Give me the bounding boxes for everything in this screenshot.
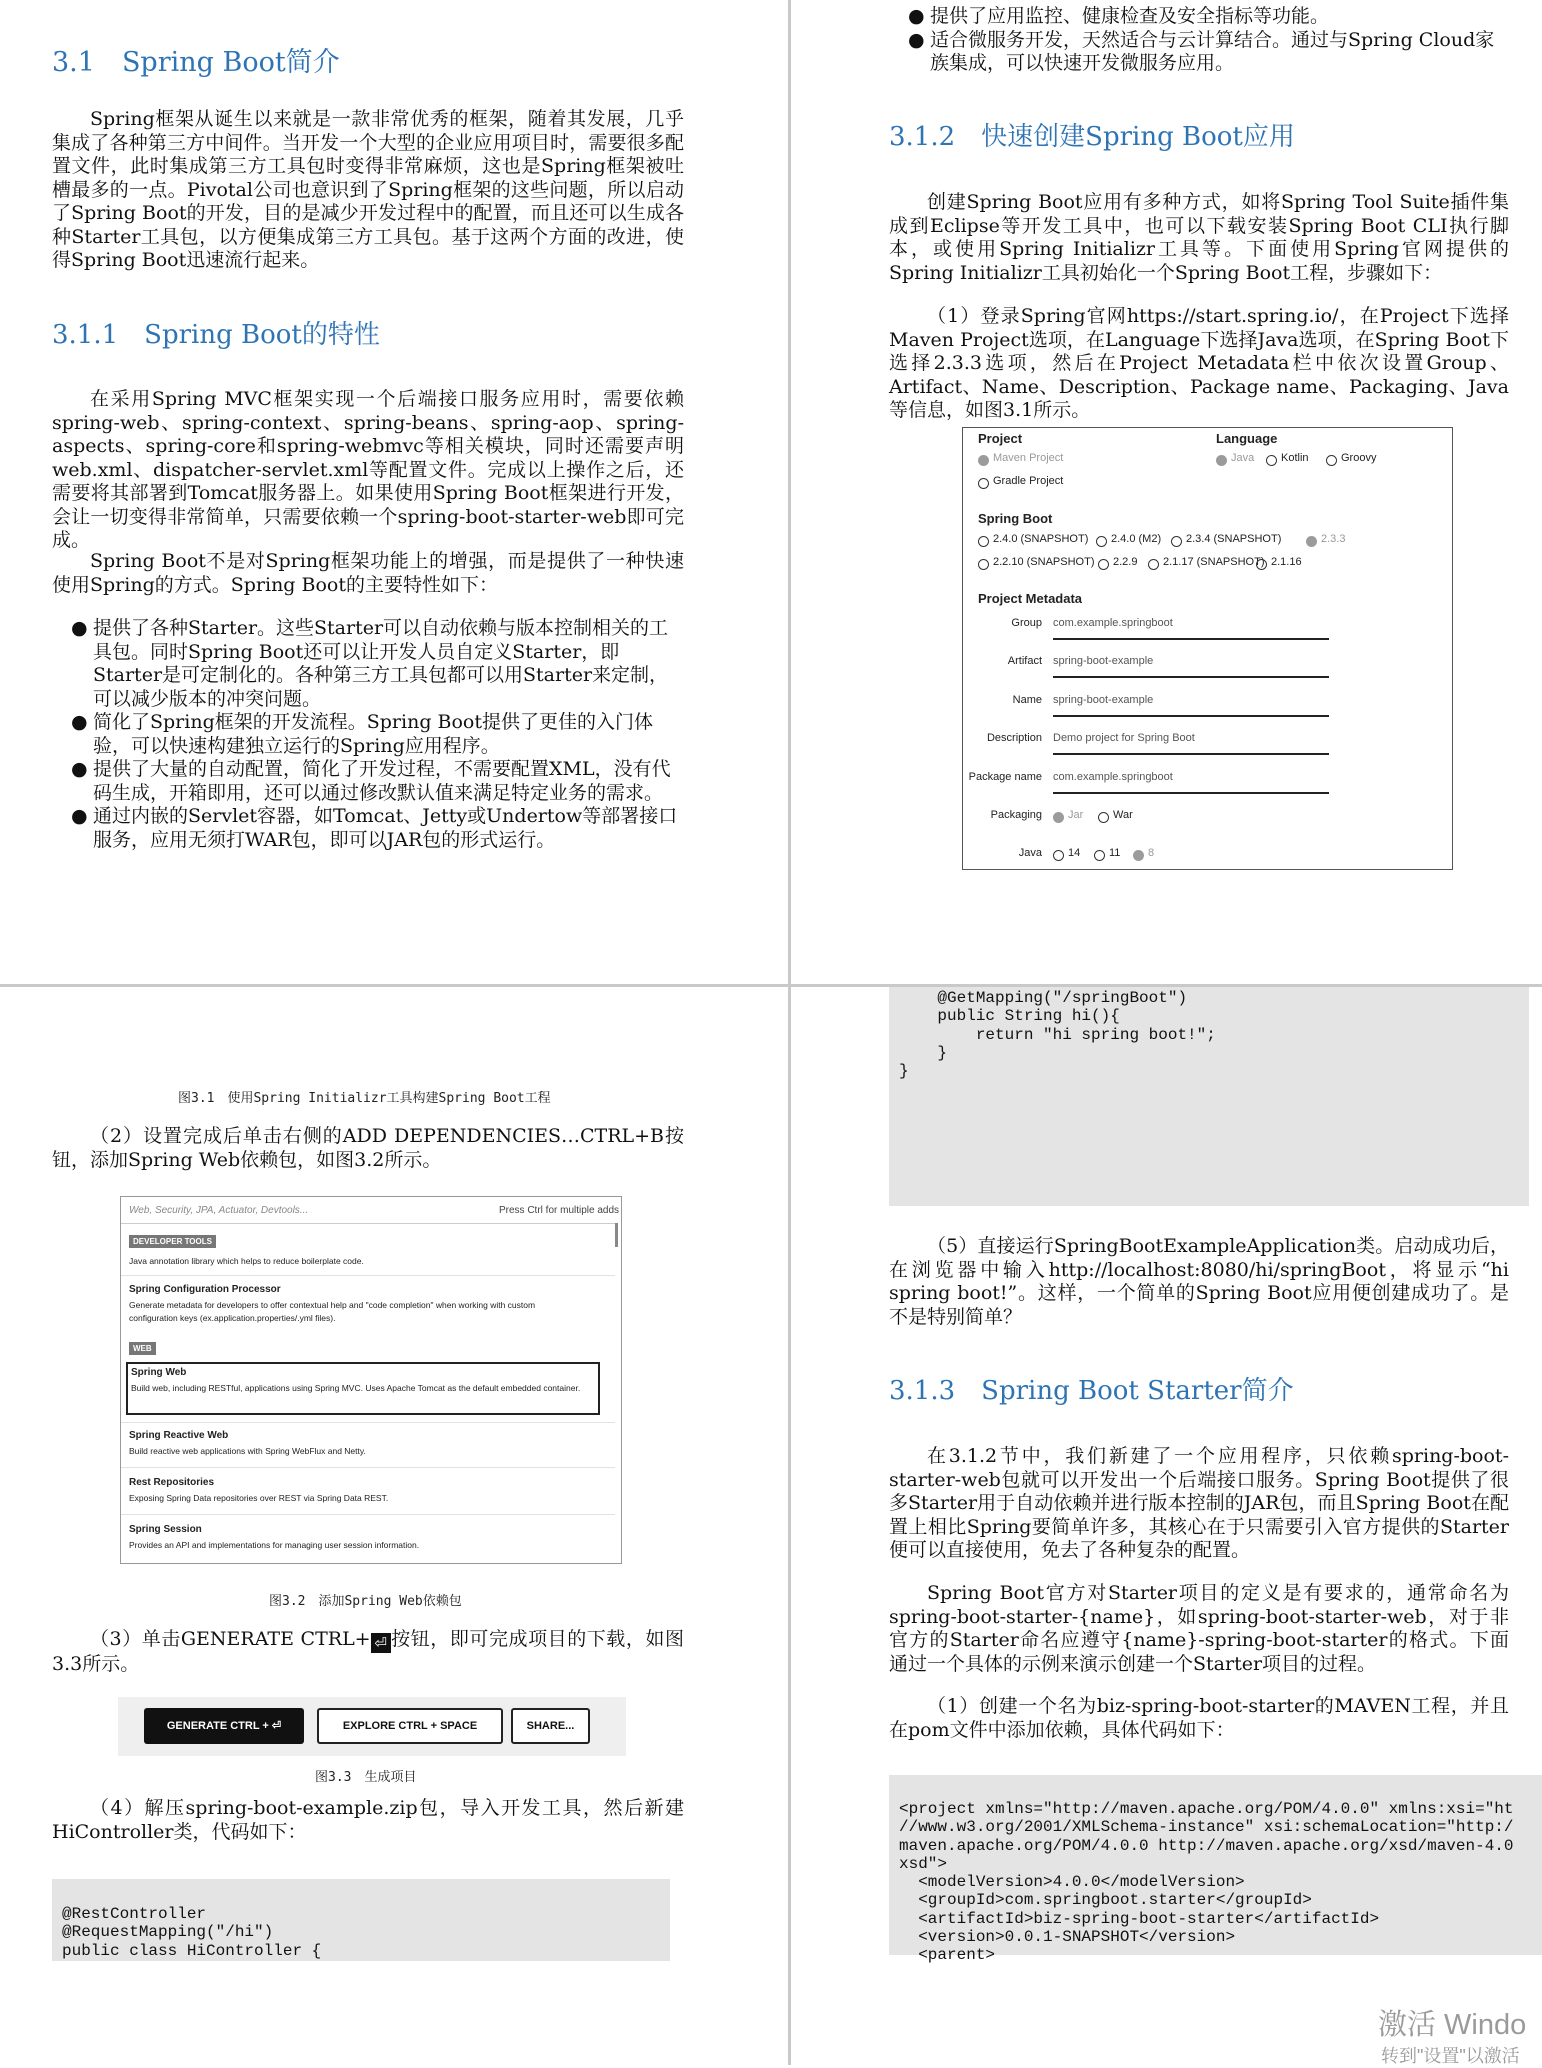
starter-paragraph-1: 在3.1.2节中，我们新建了一个应用程序，只依赖spring-boot-starter-web包就可以开发出一个后端接口服务。Spring Boot提供了很多Starter用于自动依赖并进行版本控制的JAR包，而且Spring Boot在配置上相比Spring要简单许多，其核心在于只需要引入官方提供的Starter便可以直接使用，免去了各种复杂的配置。 (889, 1445, 1509, 1561)
section-heading-3-1-2: 3.1.2 快速创建Spring Boot应用 (889, 122, 1295, 152)
version-radio[interactable] (1171, 536, 1182, 547)
scrollbar[interactable] (615, 1223, 618, 1247)
figure-3-3-caption: 图3.3 生成项目 (315, 1770, 417, 1785)
share-button[interactable]: SHARE... (511, 1708, 590, 1744)
artifact-field[interactable]: spring-boot-example (1053, 655, 1154, 667)
project-metadata-label: Project Metadata (978, 591, 1083, 606)
version-option: 2.1.17 (SNAPSHOT) (1163, 556, 1265, 568)
divider (121, 1275, 615, 1276)
java-11-radio[interactable] (1094, 850, 1105, 861)
field-underline (1053, 715, 1329, 717)
description-field[interactable]: Demo project for Spring Boot (1053, 732, 1195, 744)
activation-watermark-title: 激活 Windo (1378, 2009, 1527, 2041)
groovy-radio[interactable] (1326, 455, 1337, 466)
step5-paragraph: （5）直接运行SpringBootExampleApplication类。启动成功后，在浏览器中输入http://localhost:8080/hi/springBoot，将显示“hi spring boot!”。这样，一个简单的Spring Boot应用便创建成功了。是不是特别简单？ (889, 1235, 1509, 1328)
group-label: Group (1011, 617, 1042, 629)
dependency-description: Provides an API and implementations for managing user session information. (129, 1540, 420, 1550)
version-radio[interactable] (978, 559, 989, 570)
list-item: ● 通过内嵌的Servlet容器，如Tomcat、Jetty或Undertow等部署接口服务，应用无须打WAR包，即可以JAR包的形式运行。 (71, 805, 678, 851)
field-underline (1053, 676, 1329, 678)
maven-option: Maven Project (993, 452, 1064, 464)
dependency-description: Exposing Spring Data repositories over REST via Spring Data REST. (129, 1493, 389, 1503)
project-label: Project (978, 431, 1023, 446)
step4-paragraph: （4）解压spring-boot-example.zip包，导入开发工具，然后新建HiController类，代码如下： (52, 1797, 684, 1843)
version-option: 2.3.4 (SNAPSHOT) (1186, 533, 1282, 545)
jar-radio[interactable] (1053, 812, 1064, 823)
section-heading-3-1-1: 3.1.1 Spring Boot的特性 (52, 320, 380, 350)
list-item: ● 提供了各种Starter。这些Starter可以自动依赖与版本控制相关的工具包。同时Spring Boot还可以让开发人员自定义Starter，即Starter是可定制化的。各种第三方工具包都可以用Starter来定制，可以减少版本的冲突问题。 (71, 617, 669, 710)
java-11-option: 11 (1109, 847, 1121, 859)
war-option: War (1113, 809, 1133, 821)
groovy-option: Groovy (1341, 452, 1377, 464)
gradle-radio[interactable] (978, 478, 989, 489)
divider (121, 1422, 615, 1423)
dependency-description: Build reactive web applications with Spring WebFlux and Netty. (129, 1446, 366, 1456)
language-label: Language (1216, 431, 1278, 446)
version-option: 2.4.0 (SNAPSHOT) (993, 533, 1089, 545)
starter-step1-paragraph: （1）创建一个名为biz-spring-boot-starter的MAVEN工程，并且在pom文件中添加依赖，具体代码如下： (889, 1695, 1509, 1741)
features-list-continued (908, 5, 1505, 76)
activation-watermark-subtitle: 转到"设置"以激活 (1381, 2046, 1520, 2066)
enter-key-icon: ⏎ (371, 1633, 391, 1653)
version-option: 2.2.10 (SNAPSHOT) (993, 556, 1095, 568)
starter-paragraph-2: Spring Boot官方对Starter项目的定义是有要求的，通常命名为spring-boot-starter-{name}，如spring-boot-starter-web，对于非官方的Starter命名应遵守{name}-spring-boot-starter的格式。下面通过一个具体的示例来演示创建一个Starter项目的过程。 (889, 1582, 1509, 1675)
name-field[interactable]: spring-boot-example (1053, 694, 1154, 706)
section-heading-3-1-3: 3.1.3 Spring Boot Starter简介 (889, 1376, 1294, 1406)
java-14-option: 14 (1068, 847, 1081, 859)
section-heading-3-1: 3.1 Spring Boot简介 (52, 47, 340, 78)
version-radio[interactable] (1098, 559, 1109, 570)
field-underline (1053, 753, 1329, 755)
dependency-title[interactable]: Spring Web (131, 1367, 187, 1378)
features-list (71, 617, 685, 852)
figure-3-1-caption: 图3.1 使用Spring Initializr工具构建Spring Boot工程 (178, 1091, 551, 1106)
kotlin-option: Kotlin (1281, 452, 1309, 464)
quick-create-paragraph: 创建Spring Boot应用有多种方式，如将Spring Tool Suite插件集成到Eclipse等开发工具中，也可以下载安装Spring Boot CLI执行脚本，或使用Spring Initializr工具等。下面使用Spring官网提供的Spring Initializr工具初始化一个Spring Boot工程，步骤如下： (889, 191, 1509, 284)
step2-paragraph: （2）设置完成后单击右侧的ADD DEPENDENCIES…CTRL+B按钮，添加Spring Web依赖包，如图3.2所示。 (52, 1125, 684, 1171)
packaging-label: Packaging (990, 809, 1042, 821)
intro-paragraph: Spring框架从诞生以来就是一款非常优秀的框架，随着其发展，几乎集成了各种第三方中间件。当开发一个大型的企业应用项目时，需要很多配置文件，此时集成第三方工具包时变得非常麻烦，这也是Spring框架被吐槽最多的一点。Pivotal公司也意识到了Spring框架的这些问题，所以启动了Spring Boot的开发，目的是减少开发过程中的配置，而且还可以生成各种Starter工具包，以方便集成第三方工具包。基于这两个方面的改进，使得Spring Boot迅速流行起来。 (52, 108, 684, 271)
dependency-title[interactable]: Spring Reactive Web (129, 1430, 229, 1441)
dependencies-screenshot (120, 1196, 622, 1564)
java-14-radio[interactable] (1053, 850, 1064, 861)
divider (121, 1514, 615, 1515)
kotlin-radio[interactable] (1266, 455, 1277, 466)
code-block-hicontroller: @RestController @RequestMapping("/hi") public class HiController { (52, 1879, 670, 1961)
version-radio[interactable] (1256, 559, 1267, 570)
dependency-description: Build web, including RESTful, applications using Spring MVC. Uses Apache Tomcat as the default embedded container. (131, 1383, 581, 1393)
maven-radio[interactable] (978, 455, 989, 466)
version-option: 2.2.9 (1113, 556, 1138, 568)
artifact-label: Artifact (1007, 655, 1042, 667)
field-underline (1053, 792, 1329, 794)
description-label: Description (986, 732, 1042, 744)
page-3 (0, 987, 788, 2065)
page-1 (0, 0, 788, 984)
version-radio[interactable] (1148, 559, 1159, 570)
features-paragraph-1: 在采用Spring MVC框架实现一个后端接口服务应用时，需要依赖spring-web、spring-context、spring-beans、spring-aop、spring-aspects、spring-core和spring-webmvc等相关模块，同时还需要声明web.xml、dispatcher-servlet.xml等配置文件。完成以上操作之后，还需要将其部署到Tomcat服务器上。如果使用Spring Boot框架进行开发，会让一切变得非常简单，只需要依赖一个spring-boot-starter-web即可完成。 (52, 388, 684, 551)
step1-paragraph: （1）登录Spring官网https://start.spring.io/，在Project下选择Maven Project选项，在Language下选择Java选项，在Spring Boot下选择2.3.3选项，然后在Project Metadata栏中依次设置Group、Artifact、Name、Description、Package name、Packaging、Java等信息，如图3.1所示。 (889, 305, 1509, 421)
field-underline (1053, 638, 1329, 640)
version-option: 2.4.0 (M2) (1111, 533, 1162, 545)
generate-button[interactable]: GENERATE CTRL + ⏎ (144, 1708, 304, 1744)
divider (121, 1223, 615, 1224)
figure-3-2-caption: 图3.2 添加Spring Web依赖包 (269, 1594, 462, 1609)
list-item: ● 提供了大量的自动配置，简化了开发过程，不需要配置XML，没有代码生成，开箱即用，还可以通过修改默认值来满足特定业务的需求。 (71, 758, 671, 804)
list-item: ● 适合微服务开发，天然适合与云计算结合。通过与Spring Cloud家族集成，可以快速开发微服务应用。 (908, 28, 1495, 74)
version-radio[interactable] (1096, 536, 1107, 547)
package-name-field[interactable]: com.example.springboot (1053, 771, 1173, 783)
explore-button[interactable]: EXPLORE CTRL + SPACE (317, 1708, 503, 1744)
java-8-option: 8 (1148, 847, 1155, 859)
package-name-label: Package name (968, 771, 1042, 783)
name-label: Name (1012, 694, 1042, 706)
category-web: WEB (129, 1342, 156, 1355)
list-item: ● 提供了应用监控、健康检查及安全指标等功能。 (908, 5, 1330, 27)
version-radio-selected[interactable] (1306, 536, 1317, 547)
dependency-description: Generate metadata for developers to offer contextual help and "code completion" when working with custom configuration keys (ex.application.properties/.yml files). (129, 1300, 536, 1323)
code-block-pom: <project xmlns="http://maven.apache.org/POM/4.0.0" xmlns:xsi="ht //www.w3.org/2001/XMLSchema-instance" xsi:schemaLocation="http:/ maven.apache.org/POM/4.0.0 http://maven.apache.org/xsd/maven-4.0 xsd"> <modelVersion>4.0.0</modelVersion> <groupId>com.springboot.starter</groupId> <artifactId>biz-spring-boot-starter</artifactId> <version>0.0.1-SNAPSHOT</version> <parent> (889, 1775, 1542, 1955)
java-radio[interactable] (1216, 455, 1227, 466)
war-radio[interactable] (1098, 812, 1109, 823)
java-version-label: Java (1018, 847, 1042, 859)
jar-option: Jar (1068, 809, 1084, 821)
version-option: 2.3.3 (1321, 533, 1346, 545)
dependency-search-input[interactable]: Web, Security, JPA, Actuator, Devtools... (129, 1205, 309, 1216)
generate-bar (118, 1697, 626, 1756)
spring-boot-label: Spring Boot (978, 511, 1053, 526)
page-4 (791, 987, 1542, 2065)
group-field[interactable]: com.example.springboot (1053, 617, 1173, 629)
features-paragraph-2: Spring Boot不是对Spring框架功能上的增强，而是提供了一种快速使用Spring的方式。Spring Boot的主要特性如下： (52, 550, 684, 596)
multi-add-hint: Press Ctrl for multiple adds (499, 1205, 620, 1216)
dependency-title[interactable]: Spring Session (129, 1524, 202, 1535)
version-option: 2.1.16 (1271, 556, 1302, 568)
java-8-radio[interactable] (1133, 850, 1144, 861)
divider (121, 1467, 615, 1468)
dependency-description: Java annotation library which helps to reduce boilerplate code. (129, 1256, 364, 1266)
java-option: Java (1231, 452, 1255, 464)
initializr-screenshot (962, 427, 1453, 870)
category-developer-tools: DEVELOPER TOOLS (129, 1235, 216, 1248)
dependency-title[interactable]: Spring Configuration Processor (129, 1284, 281, 1295)
step3-paragraph: （3）单击GENERATE CTRL+ ⏎ 按钮，即可完成项目的下载，如图3.3所示。 (52, 1628, 684, 1675)
list-item: ● 简化了Spring框架的开发流程。Spring Boot提供了更佳的入门体验，可以快速构建独立运行的Spring应用程序。 (71, 711, 653, 757)
dependency-title[interactable]: Rest Repositories (129, 1477, 215, 1488)
page-2 (791, 0, 1542, 984)
version-radio[interactable] (978, 536, 989, 547)
gradle-option: Gradle Project (993, 475, 1064, 487)
code-block-hicontroller-continued: @GetMapping("/springBoot") public String hi(){ return "hi spring boot!"; } } (889, 987, 1529, 1206)
